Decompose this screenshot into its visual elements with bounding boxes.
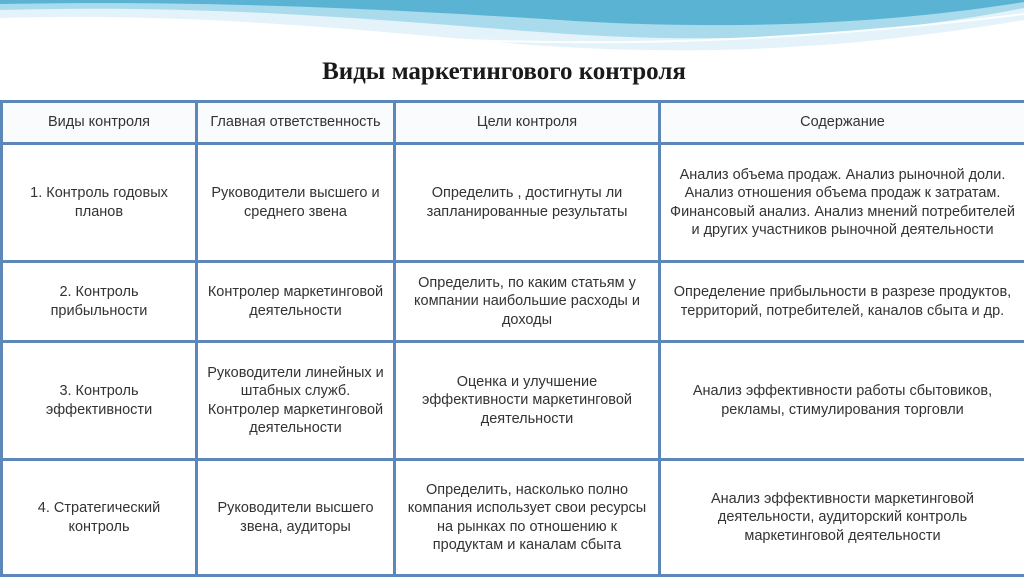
page-title <box>0 58 1024 86</box>
cell-responsibility: Контролер маркетинговой деятельности <box>197 262 395 342</box>
page-title-text: Виды маркетингового контроля <box>322 58 686 85</box>
cell-goal: Определить , достигнуты ли запланированные результаты <box>395 144 660 262</box>
cell-control-type: 2. Контроль прибыльности <box>2 262 197 342</box>
marketing-control-table <box>0 100 1024 577</box>
cell-content: Анализ эффективности работы сбытовиков, рекламы, стимулирования торговли <box>660 342 1024 460</box>
cell-goal: Оценка и улучшение эффективности маркетинговой деятельности <box>395 342 660 460</box>
table-row <box>2 460 1024 576</box>
table-row <box>2 144 1024 262</box>
cell-responsibility: Руководители линейных и штабных служб. Контролер маркетинговой деятельности <box>197 342 395 460</box>
cell-responsibility: Руководители высшего звена, аудиторы <box>197 460 395 576</box>
header-control-type: Виды контроля <box>2 102 197 144</box>
cell-control-type: 1. Контроль годовых планов <box>2 144 197 262</box>
cell-content: Определение прибыльности в разрезе продуктов, территорий, потребителей, каналов сбыта и др. <box>660 262 1024 342</box>
cell-content: Анализ эффективности маркетинговой деятельности, аудиторский контроль маркетинговой деятельности <box>660 460 1024 576</box>
cell-goal: Определить, по каким статьям у компании наибольшие расходы и доходы <box>395 262 660 342</box>
cell-control-type: 3. Контроль эффективности <box>2 342 197 460</box>
table-header-row <box>2 102 1024 144</box>
header-control-goals: Цели контроля <box>395 102 660 144</box>
header-responsibility: Главная ответственность <box>197 102 395 144</box>
cell-control-type: 4. Стратегический контроль <box>2 460 197 576</box>
cell-content: Анализ объема продаж. Анализ рыночной доли. Анализ отношения объема продаж к затратам. Финансовый анализ. Анализ мнений потребителей и других участников рыночной деятельности <box>660 144 1024 262</box>
table-row <box>2 262 1024 342</box>
table-row <box>2 342 1024 460</box>
cell-responsibility: Руководители высшего и среднего звена <box>197 144 395 262</box>
cell-goal: Определить, насколько полно компания использует свои ресурсы на рынках по отношению к продуктам и каналам сбыта <box>395 460 660 576</box>
header-content: Содержание <box>660 102 1024 144</box>
decorative-wave-header <box>0 0 1024 60</box>
